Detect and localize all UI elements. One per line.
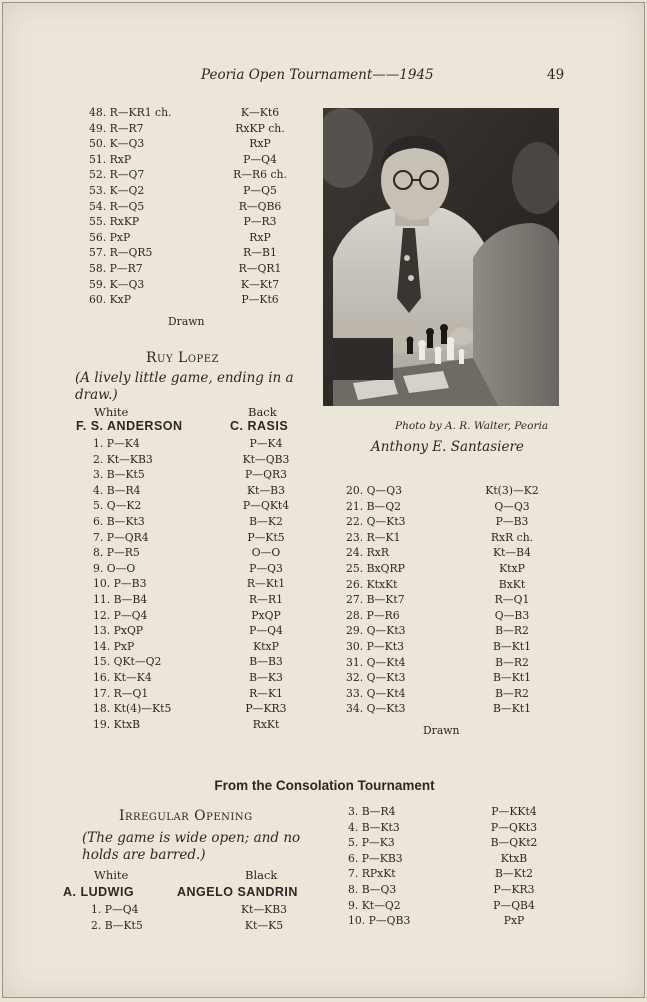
black-move: P—QKt4 <box>242 499 290 513</box>
black-move: R—R6 ch. <box>233 168 287 182</box>
move-row <box>346 530 546 546</box>
white-move: 57. R—QR5 <box>89 246 153 260</box>
black-move: P—KR3 <box>493 882 535 896</box>
black-move: R—Kt1 <box>246 577 286 591</box>
game2-intro-line-1: (A lively little game, ending in a <box>75 370 294 386</box>
move-row <box>346 577 546 593</box>
white-move: 3. B—R4 <box>348 805 396 818</box>
move-row <box>346 514 546 530</box>
black-move: B—Kt1 <box>492 639 531 653</box>
move-row <box>348 866 548 882</box>
black-move: R—QR1 <box>238 261 282 275</box>
black-move: Q—B3 <box>494 608 530 622</box>
white-move: 6. P—KB3 <box>348 851 403 865</box>
move-row <box>93 701 293 717</box>
black-move: P—Kt5 <box>247 530 285 544</box>
white-move: 14. PxP <box>93 639 135 653</box>
black-move: K—Kt7 <box>240 277 280 291</box>
move-row <box>93 608 293 624</box>
move-row <box>89 167 289 183</box>
consolation-white-player: A. LUDWIG <box>63 885 135 899</box>
black-move: R—K1 <box>249 686 283 700</box>
black-move: RxKt <box>252 717 280 731</box>
move-row <box>93 498 293 514</box>
move-row <box>93 623 293 639</box>
black-move: P—Q5 <box>243 183 277 197</box>
white-move: 2. Kt—KB3 <box>93 452 153 466</box>
black-move: P—B3 <box>495 515 529 529</box>
white-move: 4. B—R4 <box>93 483 141 497</box>
white-move: 12. P—Q4 <box>93 608 148 622</box>
game2-move-list-right <box>346 483 546 717</box>
game2-black-label: Back <box>248 405 277 419</box>
white-move: 25. BxQRP <box>346 561 405 575</box>
consolation-heading: From the Consolation Tournament <box>214 778 435 793</box>
black-move: P—R3 <box>243 215 277 229</box>
move-row <box>346 655 546 671</box>
game1-move-list <box>89 105 289 308</box>
move-row <box>346 623 546 639</box>
move-row <box>89 292 289 308</box>
consolation-white-label: White <box>94 868 129 882</box>
game2-result: Drawn <box>423 724 460 737</box>
white-move: 48. R—KR1 ch. <box>89 106 172 119</box>
black-move: BxKt <box>498 577 526 591</box>
black-move: RxP <box>249 230 271 244</box>
game2-intro-line-2: draw.) <box>75 387 118 403</box>
white-move: 15. QKt—Q2 <box>93 655 162 669</box>
black-move: RxP <box>249 137 271 151</box>
white-move: 52. R—Q7 <box>89 168 145 182</box>
white-move: 11. B—B4 <box>93 592 148 606</box>
move-row <box>93 483 293 499</box>
white-move: 6. B—Kt3 <box>93 514 145 528</box>
black-move: Kt—B3 <box>246 483 285 497</box>
book-page <box>2 2 645 998</box>
game2-opening-title: Ruy Lopez <box>146 350 219 366</box>
move-row <box>348 913 548 929</box>
black-move: P—Kt6 <box>241 293 279 307</box>
white-move: 59. K—Q3 <box>89 277 145 291</box>
black-move: B—R2 <box>495 624 529 638</box>
white-move: 4. B—Kt3 <box>348 820 400 834</box>
consolation-opening-title: Irregular Opening <box>119 808 253 824</box>
white-move: 24. RxR <box>346 546 389 560</box>
black-move: P—Q3 <box>249 561 283 575</box>
black-move: R—R1 <box>249 592 283 606</box>
move-row <box>93 514 293 530</box>
white-move: 26. KtxKt <box>346 577 398 591</box>
game2-black-player: C. RASIS <box>230 419 289 433</box>
black-move: Kt(3)—K2 <box>485 484 539 497</box>
white-move: 51. RxP <box>89 152 132 166</box>
black-move: B—K3 <box>249 670 283 684</box>
black-move: Kt—QB3 <box>242 452 290 466</box>
black-move: Kt—K5 <box>244 918 284 932</box>
black-move: B—B3 <box>249 655 283 669</box>
running-title: Peoria Open Tournament——1945 <box>201 67 434 83</box>
white-move: 3. B—Kt5 <box>93 468 145 482</box>
white-move: 53. K—Q2 <box>89 183 145 197</box>
black-move: RxR ch. <box>490 530 534 544</box>
move-row <box>93 686 293 702</box>
move-row <box>346 592 546 608</box>
move-row <box>93 545 293 561</box>
photo-caption: Anthony E. Santasiere <box>371 439 524 455</box>
black-move: KtxP <box>499 561 525 575</box>
move-row <box>348 851 548 867</box>
consolation-black-player: ANGELO SANDRIN <box>177 885 298 899</box>
black-move: B—Kt1 <box>492 702 531 716</box>
move-row <box>346 686 546 702</box>
move-row <box>89 136 289 152</box>
white-move: 34. Q—Kt3 <box>346 702 406 716</box>
black-move: KtxB <box>500 851 528 865</box>
white-move: 60. KxP <box>89 293 132 307</box>
white-move: 49. R—R7 <box>89 121 144 135</box>
black-move: KtxP <box>253 639 279 653</box>
white-move: 54. R—Q5 <box>89 199 145 213</box>
white-move: 10. P—B3 <box>93 577 147 591</box>
black-move: R—Q1 <box>494 593 530 607</box>
move-row <box>93 654 293 670</box>
move-row <box>348 898 548 914</box>
move-row <box>89 245 289 261</box>
move-row <box>93 670 293 686</box>
black-move: Kt—B4 <box>492 546 531 560</box>
move-row <box>346 499 546 515</box>
white-move: 55. RxKP <box>89 215 140 229</box>
black-move: R—QB6 <box>238 199 282 213</box>
consolation-intro-line-2: holds are barred.) <box>82 847 206 863</box>
move-row <box>348 882 548 898</box>
white-move: 17. R—Q1 <box>93 686 149 700</box>
white-move: 5. P—K3 <box>348 836 395 850</box>
move-row <box>89 261 289 277</box>
move-row <box>346 483 546 499</box>
white-move: 21. B—Q2 <box>346 499 402 513</box>
game2-move-list-left <box>93 436 293 732</box>
white-move: 56. PxP <box>89 230 131 244</box>
move-row <box>89 152 289 168</box>
white-move: 7. RPxKt <box>348 867 396 881</box>
move-row <box>89 121 289 137</box>
move-row <box>89 277 289 293</box>
black-move: B—Kt1 <box>492 671 531 685</box>
move-row <box>93 436 293 452</box>
black-move: P—Q4 <box>249 624 283 638</box>
white-move: 20. Q—Q3 <box>346 484 402 497</box>
move-row <box>93 530 293 546</box>
white-move: 7. P—QR4 <box>93 530 149 544</box>
page-number: 49 <box>547 67 565 83</box>
game1-result: Drawn <box>168 315 205 328</box>
white-move: 9. Kt—Q2 <box>348 898 401 912</box>
move-row <box>93 592 293 608</box>
move-row <box>93 467 293 483</box>
black-move: P—QR3 <box>245 468 287 482</box>
move-row <box>93 717 293 733</box>
white-move: 30. P—Kt3 <box>346 639 404 653</box>
white-move: 2. B—Kt5 <box>91 918 143 932</box>
black-move: B—K2 <box>249 514 283 528</box>
black-move: P—QB4 <box>493 898 535 912</box>
black-move: B—R2 <box>495 686 529 700</box>
white-move: 1. P—Q4 <box>91 903 139 916</box>
white-move: 22. Q—Kt3 <box>346 515 406 529</box>
white-move: 5. Q—K2 <box>93 499 142 513</box>
move-row <box>346 670 546 686</box>
chess-players-photo <box>323 108 559 406</box>
move-row <box>346 561 546 577</box>
move-row <box>346 608 546 624</box>
black-move: RxKP ch. <box>235 121 285 135</box>
move-row <box>93 639 293 655</box>
black-move: B—Kt2 <box>494 867 533 881</box>
move-row <box>89 214 289 230</box>
white-move: 58. P—R7 <box>89 261 143 275</box>
white-move: 8. B—Q3 <box>348 882 397 896</box>
black-move: PxQP <box>251 608 281 622</box>
move-row <box>89 183 289 199</box>
move-row <box>348 835 548 851</box>
game2-white-player: F. S. ANDERSON <box>76 419 183 433</box>
move-row <box>346 701 546 717</box>
white-move: 10. P—QB3 <box>348 914 411 928</box>
white-move: 8. P—R5 <box>93 546 140 560</box>
black-move: Q—Q3 <box>494 499 530 513</box>
move-row <box>93 561 293 577</box>
white-move: 29. Q—Kt3 <box>346 624 406 638</box>
black-move: R—B1 <box>243 246 277 260</box>
black-move: K—Kt6 <box>240 106 280 119</box>
move-row <box>91 918 291 934</box>
move-row <box>93 452 293 468</box>
black-move: Kt—KB3 <box>240 903 288 916</box>
game2-white-label: White <box>94 405 129 419</box>
white-move: 16. Kt—K4 <box>93 670 152 684</box>
white-move: 18. Kt(4)—Kt5 <box>93 702 172 716</box>
black-move: PxP <box>503 914 525 928</box>
move-row <box>348 820 548 836</box>
consolation-black-label: Black <box>245 868 278 882</box>
photo-credit: Photo by A. R. Walter, Peoria <box>395 420 549 432</box>
move-row <box>89 230 289 246</box>
black-move: B—R2 <box>495 655 529 669</box>
consolation-move-list-right <box>348 804 548 929</box>
white-move: 19. KtxB <box>93 717 141 731</box>
white-move: 50. K—Q3 <box>89 137 145 151</box>
black-move: P—KR3 <box>245 702 287 716</box>
white-move: 9. O—O <box>93 561 136 575</box>
black-move: B—QKt2 <box>490 836 538 850</box>
consolation-move-list-left <box>91 902 291 933</box>
white-move: 33. Q—Kt4 <box>346 686 406 700</box>
move-row <box>346 639 546 655</box>
move-row <box>91 902 291 918</box>
move-row <box>346 545 546 561</box>
white-move: 32. Q—Kt3 <box>346 671 406 685</box>
black-move: P—KKt4 <box>491 805 537 818</box>
move-row <box>93 576 293 592</box>
white-move: 27. B—Kt7 <box>346 593 405 607</box>
black-move: P—QKt3 <box>490 820 538 834</box>
white-move: 13. PxQP <box>93 624 144 638</box>
move-row <box>89 199 289 215</box>
black-move: O—O <box>251 546 281 560</box>
white-move: 31. Q—Kt4 <box>346 655 406 669</box>
consolation-intro-line-1: (The game is wide open; and no <box>82 830 301 846</box>
move-row <box>348 804 548 820</box>
white-move: 23. R—K1 <box>346 530 401 544</box>
white-move: 1. P—K4 <box>93 437 140 450</box>
black-move: P—K4 <box>249 437 283 450</box>
white-move: 28. P—R6 <box>346 608 400 622</box>
black-move: P—Q4 <box>243 152 277 166</box>
move-row <box>89 105 289 121</box>
